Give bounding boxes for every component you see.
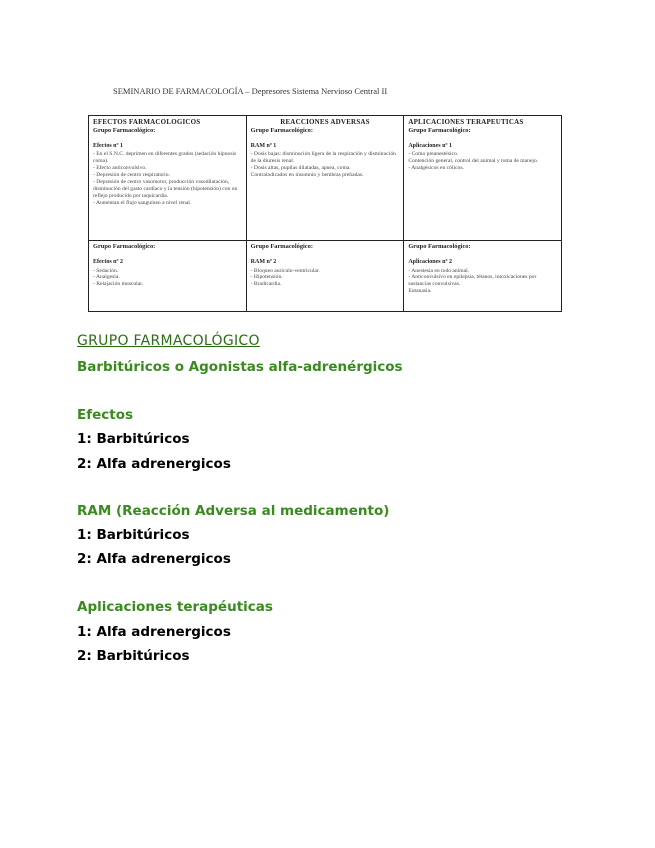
group-label: Grupo Farmacológico: [408, 243, 471, 250]
list-item: 1: Alfa adrenergicos [77, 624, 231, 640]
list-item: 2: Alfa adrenergicos [77, 456, 231, 472]
table-row [89, 116, 562, 241]
effects-text-1: - En el S.N.C. deprimen en diferentes grados (sedación hipnosis coma). - Efecto anticonvulsivo. - Depresión de centro respiratorio. - Depresión de centro vasomotor, producción vasodilatación, disminución del gasto cardíaco y la tensión (hipotensión) con un reflejo producido por taquicardia. - Aumentan el flujo sanguíneo a nivel renal. [93, 151, 238, 207]
list-item: 1: Barbitúricos [77, 527, 190, 543]
section-heading: GRUPO FARMACOLÓGICO [77, 333, 260, 349]
column-header-applications: APLICACIONES TERAPEUTICAS [408, 118, 524, 126]
applications-title: Aplicaciones terapéuticas [77, 599, 273, 615]
ram-text-2: - Bloqueo aurículo-ventricular. - Hipotensión. - Bradicardia. [250, 267, 320, 288]
applications-cell-1 [404, 116, 562, 241]
effects-cell-1 [89, 116, 247, 241]
ram-subtitle-2: RAM nº 2 [250, 259, 277, 265]
applications-text-1: - Como preanestésico. Contención general, control del animal y toma de manejo. - Analgésicos en cólicos. [408, 151, 539, 172]
applications-subtitle-2: Aplicaciones nº 2 [408, 259, 452, 265]
group-label: Grupo Farmacológico: [93, 243, 156, 250]
list-item: 2: Barbitúricos [77, 648, 190, 664]
effects-text-2: - Sedación. - Analgesia. - Relajación muscular. [93, 267, 144, 288]
applications-subtitle-1: Aplicaciones nº 1 [408, 142, 452, 149]
table-row [89, 241, 562, 312]
ram-subtitle-1: RAM nº 1 [250, 142, 277, 149]
group-label: Grupo Farmacológico: [250, 126, 313, 134]
ram-cell-2 [246, 241, 404, 312]
ram-title: RAM (Reacción Adversa al medicamento) [77, 503, 390, 519]
ram-text-1: - Dosis bajas: disminución ligera de la respiración y disminución de la diuresis renal. - Dosis altas, pupilas dilatadas, apnea, coma. Contraindicados en insomnio y hembras preñadas. [250, 151, 396, 179]
group-label: Grupo Farmacológico: [93, 126, 156, 134]
column-header-effects: EFECTOS FARMACOLOGICOS [93, 118, 201, 126]
list-item: 1: Barbitúricos [77, 431, 190, 447]
applications-cell-2 [404, 241, 562, 312]
applications-text-2: - Anestesia en todo animal. - Anticonvulsivo en epilepsia, tétanos, intoxicaciones por sustancias convulsivas. Eutanasia. [408, 267, 537, 295]
group-label: Grupo Farmacológico: [250, 243, 313, 250]
ram-cell-1 [246, 116, 404, 241]
group-label: Grupo Farmacológico: [408, 126, 471, 134]
pharmacology-table [88, 115, 562, 312]
group-name: Barbitúricos o Agonistas alfa-adrenérgicos [77, 359, 403, 375]
column-header-ram: REACCIONES ADVERSAS [280, 118, 370, 126]
effects-title: Efectos [77, 407, 134, 423]
document-title: SEMINARIO DE FARMACOLOGÍA – Depresores Sistema Nervioso Central II [113, 86, 388, 96]
list-item: 2: Alfa adrenergicos [77, 551, 231, 567]
effects-subtitle-2: Efectos nº 2 [93, 259, 123, 265]
effects-cell-2 [89, 241, 247, 312]
effects-subtitle-1: Efectos nº 1 [93, 142, 123, 149]
